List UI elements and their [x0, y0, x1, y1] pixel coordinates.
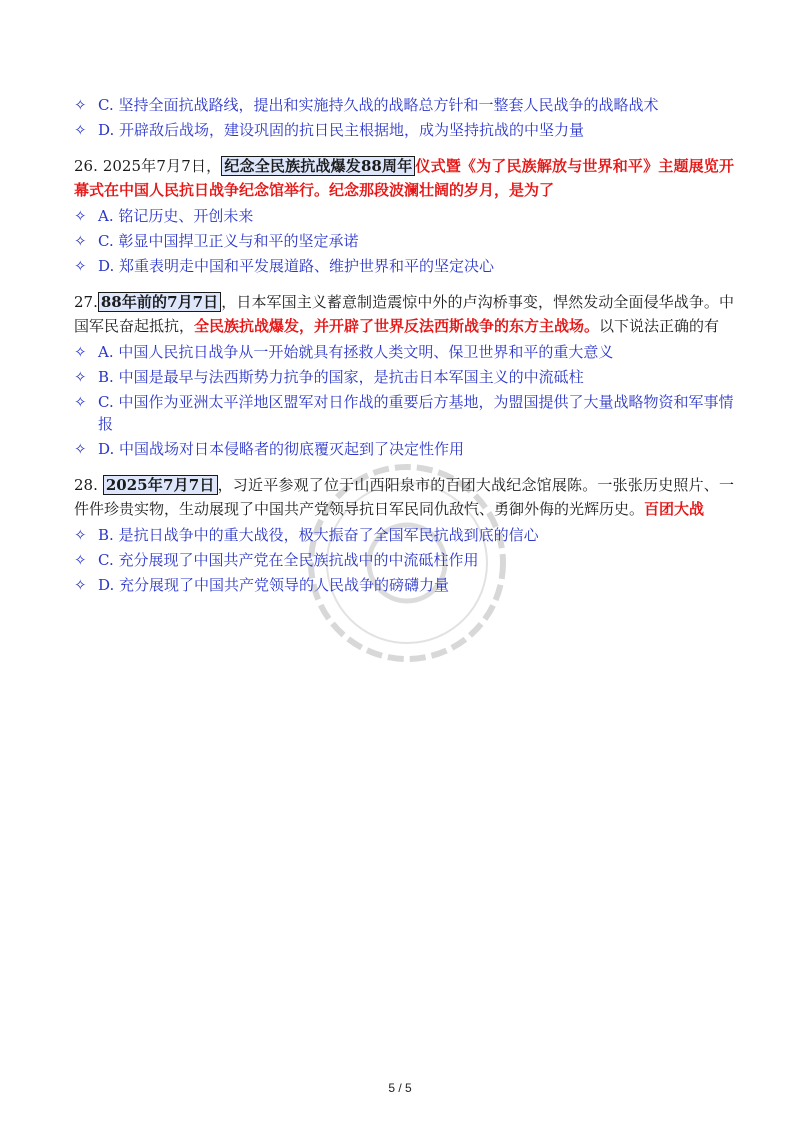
option-text: 中国作为亚洲太平洋地区盟军对日作战的重要后方基地，为盟国提供了大量战略物资和军事情报	[98, 393, 734, 433]
option-text: 郑重表明走中国和平发展道路、维护世界和平的坚定决心	[119, 257, 495, 275]
option-marker-icon: ✧	[74, 96, 87, 114]
option-marker-icon: ✧	[74, 526, 87, 544]
question-text: ，日本军国主义蓄意制造震惊中外的卢沟桥事变，悍然发动全面侵华战争。中国军民奋起抵抗，	[74, 293, 735, 335]
option-text: 充分展现了中国共产党在全民族抗战中的中流砥柱作用	[118, 551, 479, 569]
question-emphasis: 全民族抗战爆发，并开辟了世界反法西斯战争的东方主战场。	[194, 317, 600, 335]
question-highlight: 2025年7月7日	[103, 475, 218, 495]
question-number: 26.	[74, 157, 98, 175]
q26-option-c	[74, 230, 734, 252]
option-label: C.	[98, 393, 114, 411]
option-label: A.	[98, 343, 114, 361]
option-text: 是抗日战争中的重大战役，极大振奋了全国军民抗战到底的信心	[118, 526, 539, 544]
option-label: B.	[98, 368, 114, 386]
option-text: 铭记历史、开创未来	[118, 207, 254, 225]
option-label: D.	[98, 121, 115, 139]
q26-option-a	[74, 205, 734, 227]
question-27	[74, 290, 734, 338]
option-text: 彰显中国捍卫正义与和平的坚定承诺	[118, 232, 359, 250]
option-label: C.	[98, 96, 114, 114]
option-marker-icon: ✧	[74, 207, 87, 225]
option-marker-icon: ✧	[74, 368, 87, 386]
option-label: D.	[98, 440, 115, 458]
option-marker-icon: ✧	[74, 393, 87, 411]
q28-option-b	[74, 524, 734, 546]
q28-option-c	[74, 549, 734, 571]
option-text: 坚持全面抗战路线，提出和实施持久战的战略总方针和一整套人民战争的战略战术	[118, 96, 659, 114]
option-text: 开辟敌后战场，建设巩固的抗日民主根据地，成为坚持抗战的中坚力量	[119, 121, 585, 139]
question-highlight: 纪念全民族抗战爆发88周年	[221, 156, 415, 176]
option-label: D.	[98, 257, 115, 275]
q27-option-d	[74, 438, 734, 460]
question-highlight: 88年前的7月7日	[98, 292, 221, 312]
q25-option-d	[74, 119, 734, 141]
q26-option-d	[74, 255, 734, 277]
q27-option-b	[74, 366, 734, 388]
exam-content	[74, 94, 734, 599]
option-label: D.	[98, 576, 115, 594]
option-marker-icon: ✧	[74, 576, 87, 594]
option-marker-icon: ✧	[74, 343, 87, 361]
question-emphasis: 百团大战	[644, 500, 705, 518]
question-emphasis: 仪式暨《为了民族解放与世界和平》主题展览开幕式在中国人民抗日战争纪念馆举行。纪念那段波澜壮阔的岁月，是为了	[74, 157, 734, 199]
q27-option-a	[74, 341, 734, 363]
option-label: C.	[98, 232, 114, 250]
question-28	[74, 473, 734, 521]
option-marker-icon: ✧	[74, 121, 87, 139]
q25-option-c	[74, 94, 734, 116]
q28-option-d	[74, 574, 734, 596]
question-date: 2025年7月7日，	[102, 157, 222, 175]
option-marker-icon: ✧	[74, 232, 87, 250]
option-text: 中国是最早与法西斯势力抗争的国家，是抗击日本军国主义的中流砥柱	[118, 368, 584, 386]
question-text: ，习近平参观了位于山西阳泉市的百团大战纪念馆展陈。一张张历史照片、一件件珍贵实物，生动展现了中国共产党领导抗日军民同仇敌忾、勇御外侮的光辉历史。	[74, 476, 734, 518]
question-26	[74, 154, 734, 202]
page-number: 5 / 5	[388, 1081, 412, 1095]
question-prompt: 以下说法正确的有	[599, 317, 720, 335]
option-label: C.	[98, 551, 114, 569]
option-text: 中国战场对日本侵略者的彻底覆灭起到了决定性作用	[119, 440, 465, 458]
question-number: 27.	[74, 293, 98, 311]
option-marker-icon: ✧	[74, 551, 87, 569]
option-label: B.	[98, 526, 114, 544]
option-text: 充分展现了中国共产党领导的人民战争的磅礴力量	[119, 576, 450, 594]
q27-option-c	[74, 391, 734, 435]
option-marker-icon: ✧	[74, 440, 87, 458]
question-number: 28.	[74, 476, 98, 494]
option-label: A.	[98, 207, 114, 225]
option-text: 中国人民抗日战争从一开始就具有拯救人类文明、保卫世界和平的重大意义	[118, 343, 614, 361]
option-marker-icon: ✧	[74, 257, 87, 275]
